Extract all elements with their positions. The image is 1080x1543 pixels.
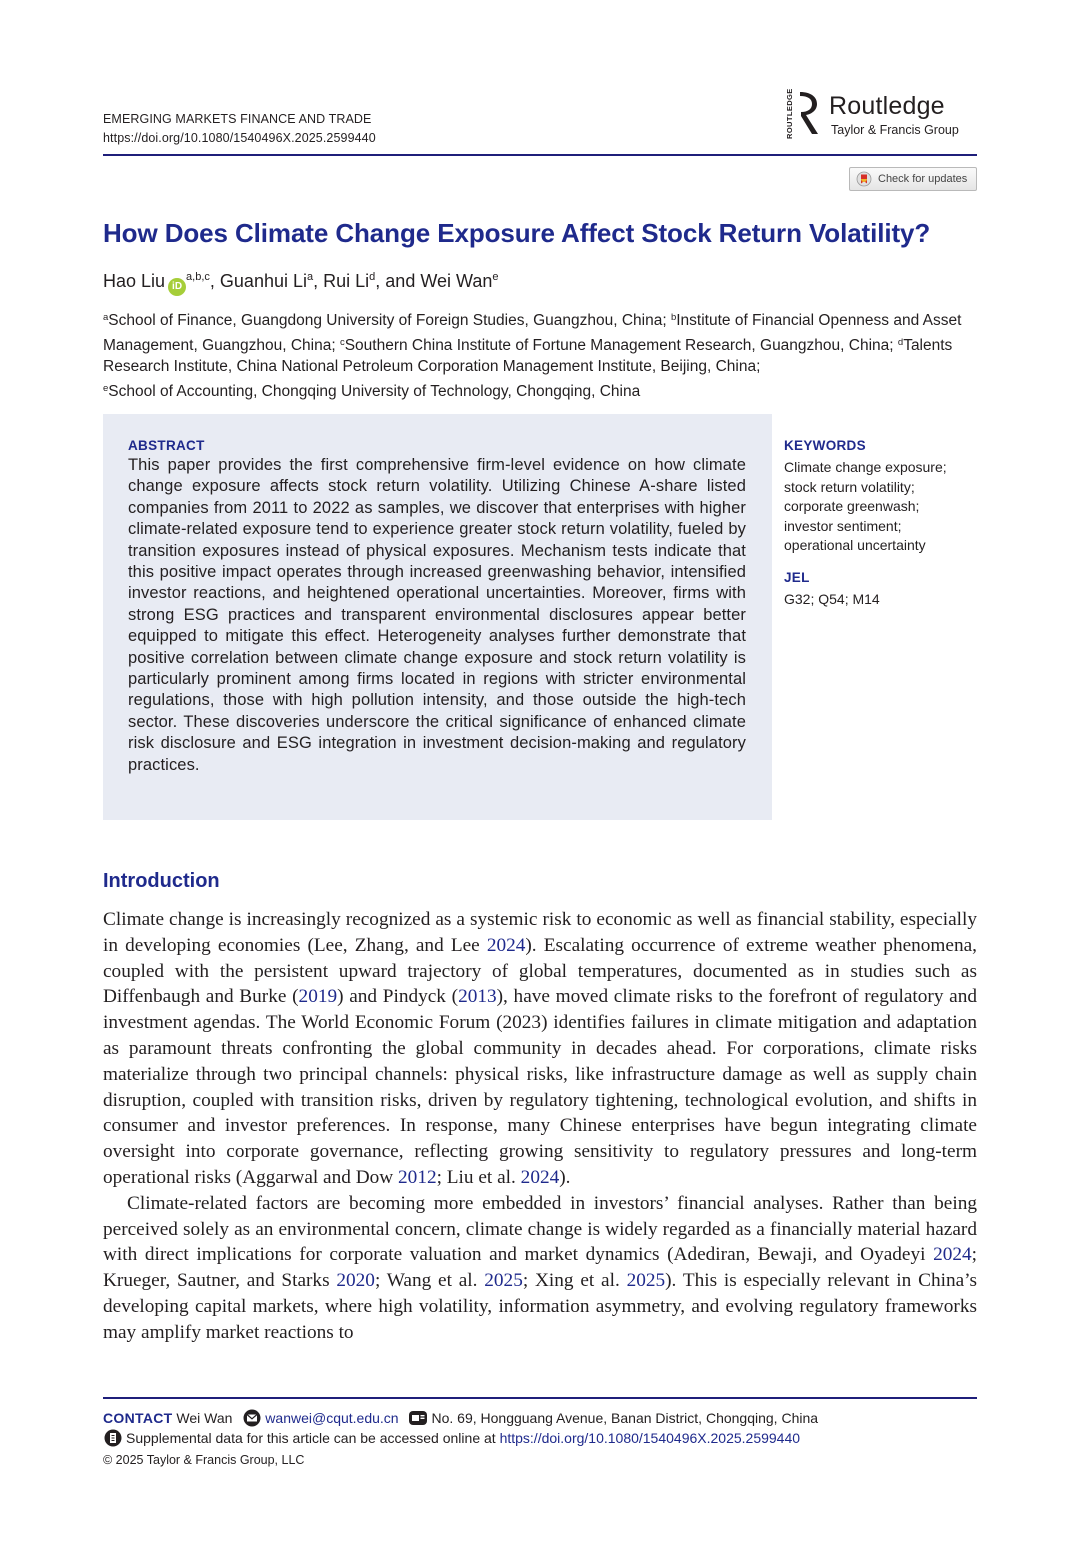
journal-name: EMERGING MARKETS FINANCE AND TRADE	[103, 112, 372, 126]
check-for-updates-label: Check for updates	[878, 173, 968, 185]
supplemental-data-icon	[103, 1429, 123, 1447]
author-name[interactable]: Hao Liu	[103, 271, 166, 291]
page-header	[103, 88, 977, 158]
supplemental-link[interactable]: https://doi.org/10.1080/1540496X.2025.2599440	[499, 1430, 801, 1446]
publisher-logo	[785, 88, 977, 144]
address-icon	[408, 1409, 428, 1427]
citation-link[interactable]: 2019	[298, 986, 338, 1008]
affiliation: Talents Research Institute, China National Petroleum Corporation Management Institute, Beijing, China;	[103, 336, 953, 375]
author-separator: ,	[313, 271, 324, 291]
affiliation: Southern China Institute of Fortune Management Research, Guangzhou, China;	[344, 336, 898, 354]
affil-marker: e	[103, 382, 109, 394]
paragraph-text: ), have moved climate risks to the forefront of regulatory and investment agendas. The World Economic Forum (2023) identifies failures in climate mitigation and adaptation as paramount threats confronting the global community in decades ahead. For corporations, climate risks materialize through two principal channels: physical risks, like infrastructure damage as well as supply chain disruption, coupled with transition risks, driven by regulatory tightening, technological evolution, and shifts in consumer and investor preferences. In response, many Chinese enterprises have begun integrating climate oversight into corporate governance, reflecting growing sensitivity to regulatory pressures and long-term operational risks (Aggarwal and Dow	[103, 986, 978, 1188]
abstract-text: This paper provides the first comprehensive firm-level evidence on how climate change exposure affects stock return volatility. Utilizing Chinese A-share listed companies from 2011 to 2022 as samples, we discover that enterprises with higher climate-related exposure tend to experience greater stock return volatility, fueled by transition exposures instead of physical exposures. Mechanism tests indicate that this positive impact operates through increased greenwashing behavior, intensified investor reactions, and heightened operational uncertainties. Moreover, firms with strong ESG practices and transparent environmental disclosures appear better equipped to mitigate this effect. Heterogeneity analyses further demonstrate that positive correlation between climate change exposure and stock return volatility is particularly prominent among firms located in regions with stricter environmental regulations, those with high pollution intensity, and those outside the high-tech sector. These discoveries underscore the critical significance of enhanced climate risk disclosure and ESG integration in investment decision-making and regulatory practices.	[128, 456, 746, 774]
author-name[interactable]: Rui Li	[323, 271, 370, 291]
keyword: corporate greenwash;	[784, 498, 920, 515]
citation-link[interactable]: 2013	[458, 986, 497, 1008]
affil-marker: d	[897, 336, 904, 348]
author-separator: , and	[375, 271, 421, 291]
article-page	[103, 0, 977, 1543]
publisher-group: Taylor & Francis Group	[831, 123, 959, 137]
author-affil-marker: a,b,c	[186, 271, 210, 283]
author-affil-marker: a	[307, 271, 314, 283]
paragraph-text: Climate-related factors are becoming more embedded in investors’ financial analyses. Rather than being perceived solely as an environmental concern, climate change is widely regarded as a financially material hazard with direct implications for corporate valuation and market dynamics (Adediran, Bewaji, and Oyadeyi	[103, 1192, 977, 1266]
citation-link[interactable]: 2025	[626, 1270, 666, 1292]
introduction-paragraph	[103, 907, 977, 1191]
author-affil-marker: d	[369, 271, 376, 283]
affil-marker: b	[670, 312, 677, 323]
keyword: stock return volatility;	[784, 478, 915, 495]
article-doi[interactable]: https://doi.org/10.1080/1540496X.2025.2599440	[103, 131, 376, 145]
paragraph-text: ). Escalating occurrence of extreme weather phenomena, coupled with the persistent upward trajectory of global temperatures, documented as in studies such as Diffenbaugh and Burke (	[103, 934, 978, 1008]
abstract-heading: ABSTRACT	[128, 438, 205, 453]
citation-link[interactable]: 2024	[486, 934, 526, 956]
citation-link[interactable]: 2025	[484, 1270, 523, 1292]
citation-link[interactable]: 2012	[398, 1166, 437, 1188]
affiliation: School of Finance, Guangdong University of Foreign Studies, Guangzhou, China;	[108, 312, 671, 329]
journal-info	[103, 110, 376, 148]
paragraph-text: ). This is especially relevant in China’s developing capital markets, where high volatility, information asymmetry, and evolving regulatory frameworks may amplify market reactions to	[103, 1270, 978, 1343]
affiliations	[103, 307, 977, 402]
keywords-heading: KEYWORDS	[784, 438, 866, 453]
crossmark-icon	[856, 171, 872, 187]
header-divider	[103, 154, 977, 156]
copyright: © 2025 Taylor & Francis Group, LLC	[103, 1453, 305, 1467]
citation-link[interactable]: 2024	[933, 1244, 972, 1266]
affil-marker: a	[103, 312, 109, 323]
citation-link[interactable]: 2024	[520, 1166, 560, 1188]
keyword: Climate change exposure;	[784, 459, 947, 475]
supplemental-text: Supplemental data for this article can be accessed online at	[126, 1430, 500, 1446]
affiliation: School of Accounting, Chongqing University of Technology, Chongqing, China	[108, 382, 641, 400]
check-for-updates-button[interactable]	[849, 167, 977, 191]
article-title: How Does Climate Change Exposure Affect Stock Return Volatility?	[103, 218, 931, 248]
keywords-panel	[784, 438, 984, 610]
paragraph-text: Climate change is increasingly recognized as a systemic risk to economic as well as financial stability, especially in developing economies (Lee, Zhang, and Lee	[103, 909, 977, 956]
keyword: operational uncertainty	[784, 537, 926, 554]
citation-link[interactable]: 2020	[336, 1270, 375, 1292]
routledge-vertical-wordmark: ROUTLEDGE	[785, 88, 794, 140]
contact-line	[103, 1408, 818, 1428]
author-name[interactable]: Wei Wan	[420, 271, 493, 291]
abstract-box	[103, 414, 772, 820]
supplemental-line	[103, 1428, 800, 1448]
jel-heading: JEL	[784, 569, 810, 585]
paragraph-text: ) and Pindyck (	[337, 986, 459, 1008]
introduction-heading: Introduction	[103, 870, 220, 892]
introduction-paragraph	[103, 1191, 977, 1346]
paragraph-text: ; Xing et al.	[522, 1270, 627, 1292]
keywords-list	[784, 458, 984, 556]
author-name[interactable]: Guanhui Li	[219, 271, 307, 291]
paragraph-text: ; Liu et al.	[436, 1166, 521, 1188]
contact-address: No. 69, Hongguang Avenue, Banan District, Chongqing, China	[431, 1410, 819, 1426]
paragraph-text: ).	[559, 1166, 571, 1188]
contact-email-link[interactable]: wanwei@cqut.edu.cn	[265, 1410, 399, 1426]
keyword: investor sentiment;	[784, 517, 902, 534]
contact-name: Wei Wan	[176, 1410, 233, 1426]
paragraph-text: ; Krueger, Sautner, and Starks	[103, 1244, 977, 1292]
publisher-name: Routledge	[829, 92, 945, 120]
affil-marker: c	[339, 336, 345, 348]
jel-codes: G32; Q54; M14	[784, 590, 880, 607]
author-affil-marker: e	[492, 271, 499, 283]
paragraph-text: ; Wang et al.	[374, 1270, 485, 1292]
routledge-r-icon	[797, 88, 821, 138]
introduction-body	[103, 907, 977, 1346]
orcid-icon[interactable]: iD	[168, 278, 186, 296]
author-separator: ,	[209, 271, 220, 291]
email-icon	[242, 1409, 262, 1427]
affiliation: Institute of Financial Openness and Asset Management, Guangzhou, China;	[103, 312, 962, 354]
author-list	[103, 263, 499, 296]
contact-label: CONTACT	[103, 1410, 173, 1426]
footer-divider	[103, 1397, 977, 1399]
